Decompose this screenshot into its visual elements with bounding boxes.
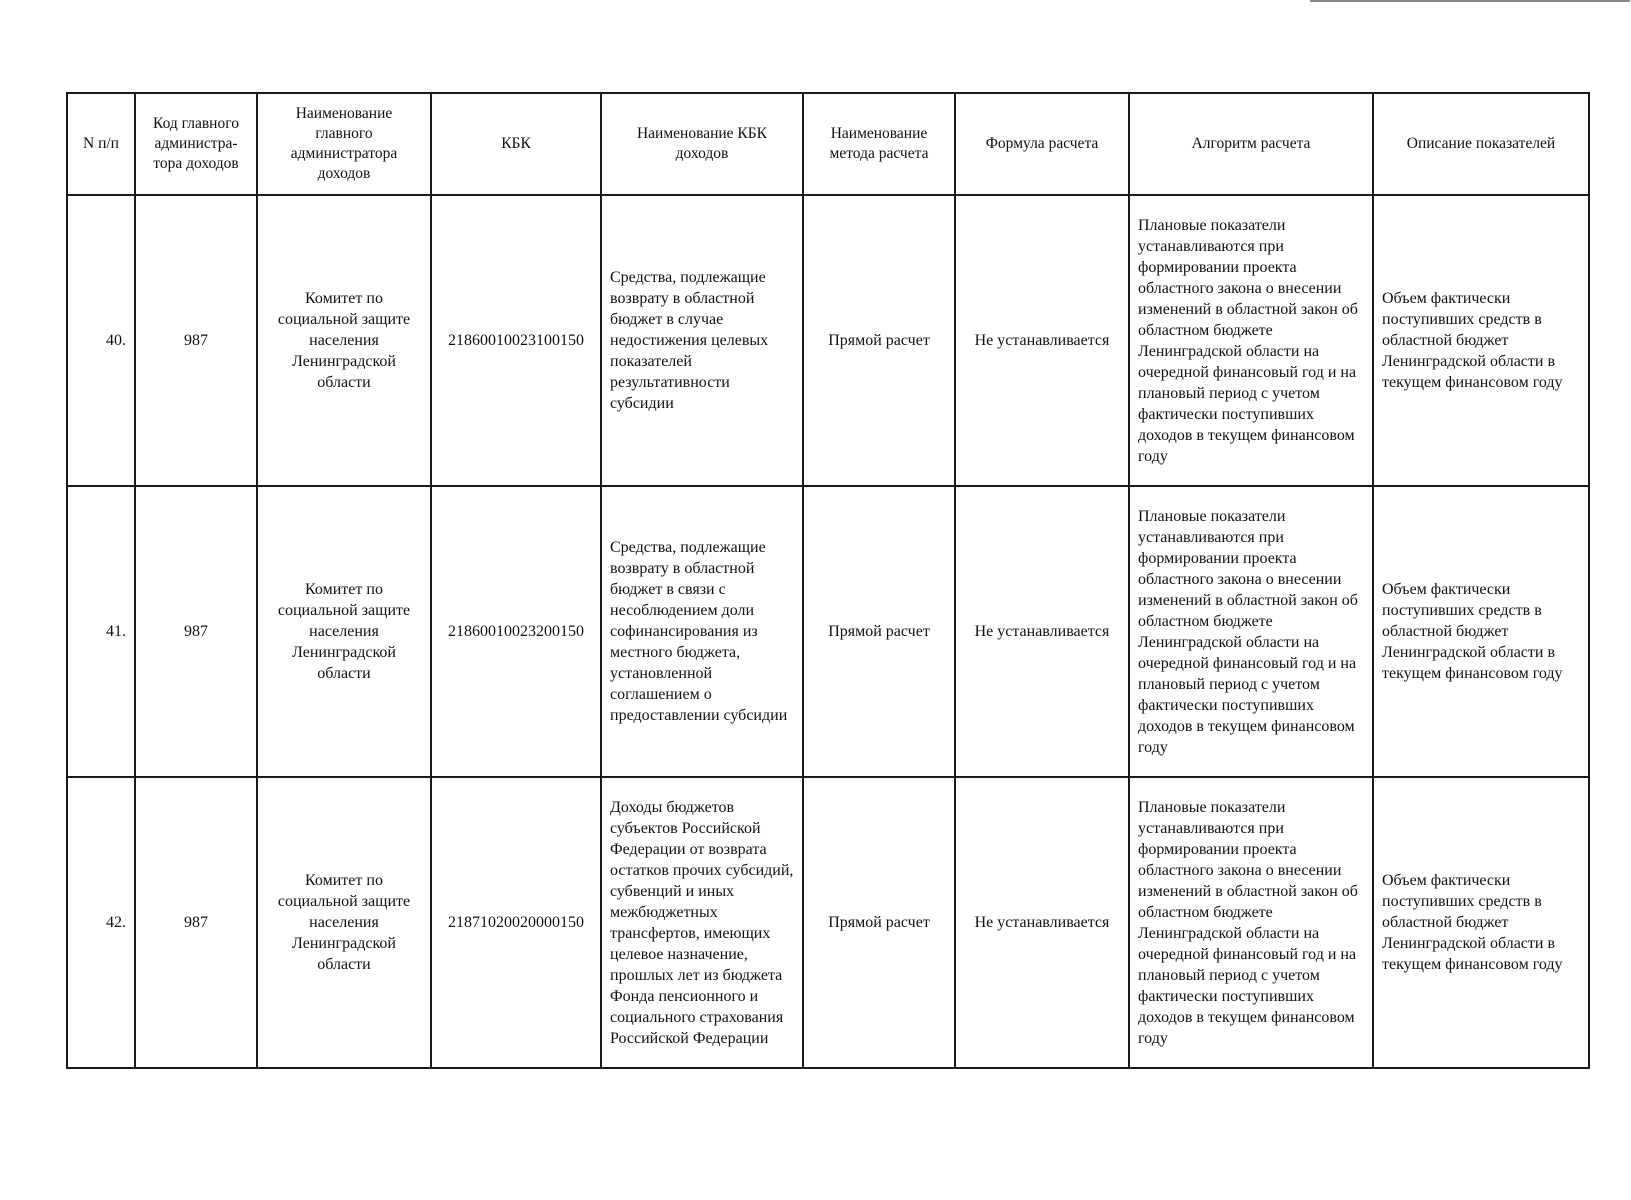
indicator-description: Объем фактически поступивших средств в областной бюджет Ленинградской области в текущем финансовом году	[1373, 195, 1589, 486]
admin-code: 987	[135, 195, 257, 486]
kbk-code: 21860010023100150	[431, 195, 601, 486]
admin-name: Комитет по социальной защите населения Ленинградской области	[257, 195, 431, 486]
header-description: Описание показателей	[1373, 93, 1589, 195]
admin-name: Комитет по социальной защите населения Ленинградской области	[257, 486, 431, 777]
calc-method: Прямой расчет	[803, 777, 955, 1068]
header-algorithm: Алгоритм расчета	[1129, 93, 1373, 195]
table-row	[67, 486, 1589, 777]
header-kbk-name: Наименование КБК доходов	[601, 93, 803, 195]
table-row	[67, 777, 1589, 1068]
row-number: 41.	[67, 486, 135, 777]
kbk-name: Доходы бюджетов субъектов Российской Федерации от возврата остатков прочих субсидий, субвенций и иных межбюджетных трансфертов, имеющих целевое назначение, прошлых лет из бюджета Фонда пенсионного и социального страхования Российской Федерации	[601, 777, 803, 1068]
calc-algorithm: Плановые показатели устанавливаются при формировании проекта областного закона о внесении изменений в областной закон об областном бюджете Ленинградской области на очередной финансовый год и на плановый период с учетом фактически поступивших доходов в текущем финансовом году	[1129, 486, 1373, 777]
row-number: 40.	[67, 195, 135, 486]
kbk-code: 21860010023200150	[431, 486, 601, 777]
kbk-code: 21871020020000150	[431, 777, 601, 1068]
revenue-method-table	[66, 92, 1590, 1069]
calc-formula: Не устанавливается	[955, 486, 1129, 777]
header-admin-code: Код главного администра-тора доходов	[135, 93, 257, 195]
kbk-name: Средства, подлежащие возврату в областной бюджет в случае недостижения целевых показателей результативности субсидии	[601, 195, 803, 486]
header-kbk: КБК	[431, 93, 601, 195]
calc-formula: Не устанавливается	[955, 195, 1129, 486]
table-row	[67, 195, 1589, 486]
calc-method: Прямой расчет	[803, 195, 955, 486]
header-row	[67, 93, 1589, 195]
kbk-name: Средства, подлежащие возврату в областной бюджет в связи с несоблюдением доли софинансирования из местного бюджета, установленной соглашением о предоставлении субсидии	[601, 486, 803, 777]
calc-algorithm: Плановые показатели устанавливаются при формировании проекта областного закона о внесении изменений в областной закон об областном бюджете Ленинградской области на очередной финансовый год и на плановый период с учетом фактически поступивших доходов в текущем финансовом году	[1129, 195, 1373, 486]
calc-formula: Не устанавливается	[955, 777, 1129, 1068]
header-admin-name: Наименование главного администратора доходов	[257, 93, 431, 195]
calc-method: Прямой расчет	[803, 486, 955, 777]
admin-name: Комитет по социальной защите населения Ленинградской области	[257, 777, 431, 1068]
header-formula: Формула расчета	[955, 93, 1129, 195]
indicator-description: Объем фактически поступивших средств в областной бюджет Ленинградской области в текущем финансовом году	[1373, 486, 1589, 777]
scan-edge-mark	[1310, 0, 1630, 2]
row-number: 42.	[67, 777, 135, 1068]
header-method: Наименование метода расчета	[803, 93, 955, 195]
admin-code: 987	[135, 777, 257, 1068]
calc-algorithm: Плановые показатели устанавливаются при формировании проекта областного закона о внесении изменений в областной закон об областном бюджете Ленинградской области на очередной финансовый год и на плановый период с учетом фактически поступивших доходов в текущем финансовом году	[1129, 777, 1373, 1068]
admin-code: 987	[135, 486, 257, 777]
indicator-description: Объем фактически поступивших средств в областной бюджет Ленинградской области в текущем финансовом году	[1373, 777, 1589, 1068]
header-number: N п/п	[67, 93, 135, 195]
